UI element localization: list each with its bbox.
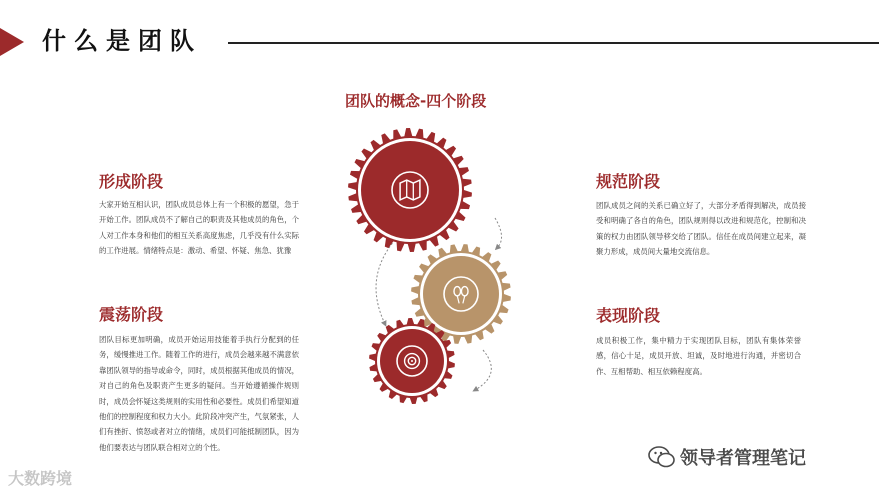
stage-performing-text: 成员积极工作，集中精力于实现团队目标，团队有集体荣誉感，信心十足，成员开放、坦诚，及时地进行沟通，并密切合作、互相帮助、相互依赖程度高。 (596, 336, 801, 376)
page-title: 什么是团队 (42, 27, 202, 55)
flow-arrow (475, 350, 491, 390)
stage-storming-heading: 震荡阶段 (99, 305, 164, 324)
gear-core (423, 256, 499, 332)
stage-performing-heading: 表现阶段 (596, 306, 661, 325)
title-divider (228, 42, 879, 44)
gear-performing (369, 318, 455, 404)
watermark-right (648, 444, 806, 470)
gears-diagram (335, 128, 525, 486)
gear-core (361, 141, 459, 239)
stage-norming-text: 团队成员之间的关系已确立好了，大部分矛盾得到解决，成员接受和明确了各自的角色，团队规则得以改进和规范化，控制和决策的权力由团队领导移交给了团队。信任在成员间建立起来，凝聚力形成，成员间大量地交流信息。 (596, 201, 806, 257)
watermark-left: 大数跨境 (8, 469, 73, 488)
stage-forming-heading: 形成阶段 (99, 172, 164, 191)
flow-arrow (495, 218, 502, 248)
flow-arrow (376, 240, 395, 324)
watermark-right-text: 领导者管理笔记 (680, 448, 806, 469)
corner-triangle (0, 28, 24, 56)
gear-forming (348, 128, 472, 252)
concept-heading: 团队的概念-四个阶段 (345, 92, 487, 110)
wechat-icon (648, 446, 676, 468)
stage-norming-heading: 规范阶段 (596, 172, 661, 191)
stage-storming-text: 团队目标更加明确，成员开始运用技能着手执行分配到的任务，缓慢推进工作。随着工作的进行，成员会越来越不满意依靠团队领导的指导或命令，同时，成员根据其他成员的情况，对自己的角色及职责产生更多的疑问。当开始遵循操作规则时，成员会怀疑这类规则的实用性和必要性。成员们希望知道他们的控制程度和权力大小。此阶段冲突产生，气氛紧张，人们有挫折、愤怒或者对立的情绪，成员们可能抵制团队，因为他们要表达与团队联合相对立的个性。 (99, 335, 299, 452)
stage-forming-text: 大家开始互相认识，团队成员总体上有一个积极的愿望，急于开始工作。团队成员不了解自己的职责及其他成员的角色，个人对工作本身和他们的相互关系高度焦虑，几乎没有什么实际的工作进展。情绪特点是：激动、希望、怀疑、焦急、犹豫 (99, 200, 299, 256)
